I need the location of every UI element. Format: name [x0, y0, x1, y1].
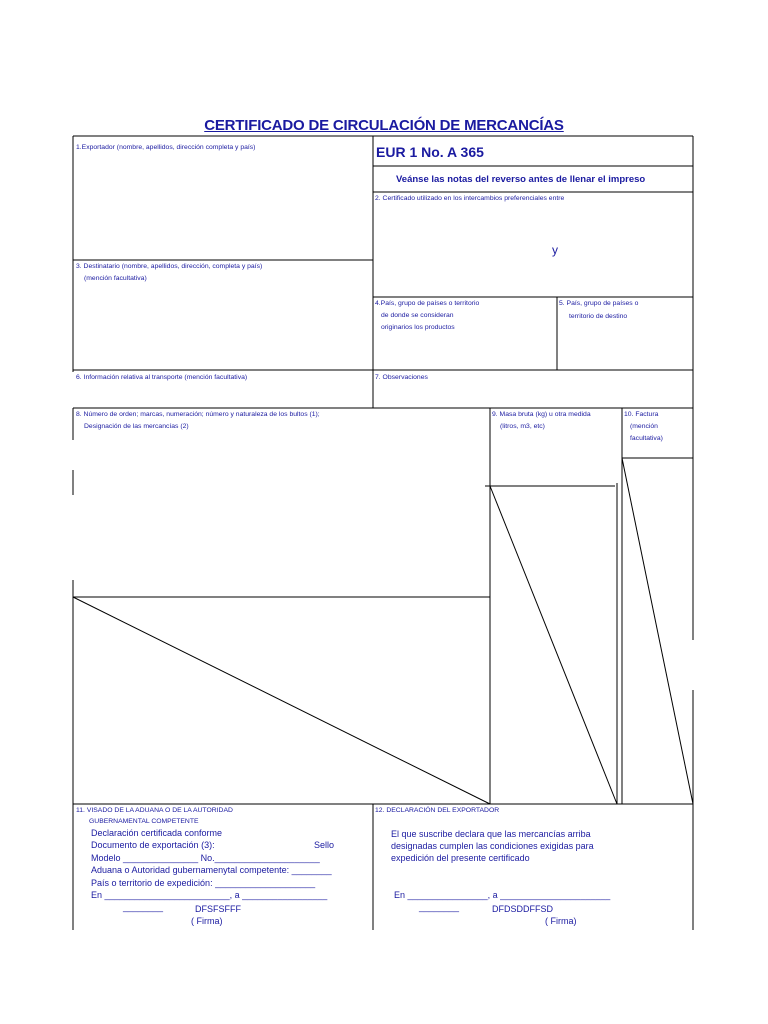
- box2-label: 2. Certificado utilizado en los intercambios preferenciales entre: [375, 195, 565, 202]
- box12-text-3: expedición del presente certificado: [391, 853, 530, 863]
- box7-label: 7. Observaciones: [375, 374, 428, 381]
- box11-declaration: Declaración certificada conforme: [91, 828, 223, 838]
- box2-connector: y: [552, 243, 558, 257]
- box12-text-2: designadas cumplen las condiciones exigidas para: [391, 841, 594, 851]
- box11-customs: Aduana o Autoridad gubernamenytal competente: ________: [91, 865, 332, 875]
- box11-seal: Sello: [314, 840, 335, 850]
- box4-label-3: originarios los productos: [381, 324, 455, 331]
- box10-label-3: facultativa): [630, 435, 663, 442]
- box9-label-2: (litros, m3, etc): [500, 423, 545, 430]
- box3-sublabel: (mención facultativa): [84, 275, 147, 282]
- box1-label: 1.Exportador (nombre, apellidos, dirección completa y país): [76, 144, 256, 151]
- box11-signature-dash: ________: [123, 902, 164, 912]
- box11-label: 11. VISADO DE LA ADUANA O DE LA AUTORIDAD: [76, 807, 233, 814]
- box11-label-2: GUBERNAMENTAL COMPETENTE: [89, 818, 199, 825]
- box11-signature: ( Firma): [191, 916, 223, 926]
- box10-label-2: (mención: [630, 423, 658, 430]
- box9-label: 9. Masa bruta (kg) u otra medida: [492, 411, 591, 418]
- box12-signature-dash: ________: [419, 902, 460, 912]
- box4-label: 4.País, grupo de países o territorio: [375, 300, 480, 307]
- box12-place-date: En ________________, a ______________________: [394, 890, 611, 900]
- box8-label-2: Designación de las mercancías (2): [84, 423, 189, 430]
- box12-signature: ( Firma): [545, 916, 577, 926]
- box8-label: 8. Número de orden; marcas, numeración; número y naturaleza de los bultos (1);: [76, 411, 320, 418]
- box12-label: 12. DECLARACIÓN DEL EXPORTADOR: [375, 807, 500, 814]
- box5-label-2: territorio de destino: [569, 313, 628, 320]
- box12-code: DFDSDDFFSD: [492, 904, 553, 914]
- box11-code: DFSFSFFF: [195, 904, 241, 914]
- box4-label-2: de donde se consideran: [381, 312, 454, 319]
- box5-label: 5. País, grupo de países o: [559, 300, 639, 307]
- box10-label: 10. Factura: [624, 411, 659, 418]
- box12-text-1: El que suscribe declara que las mercancías arriba: [391, 829, 591, 839]
- box3-label: 3. Destinatario (nombre, apellidos, dirección, completa y país): [76, 263, 263, 270]
- box11-export-doc: Documento de exportación (3):: [91, 840, 215, 850]
- box11-model: Modelo _______________ No._____________________: [91, 853, 320, 863]
- box11-place-date: En _________________________, a _________________: [91, 890, 328, 900]
- reverse-notes: Veánse las notas del reverso antes de llenar el impreso: [396, 174, 646, 185]
- eur-number: EUR 1 No. A 365: [376, 144, 484, 160]
- box11-country: País o territorio de expedición: ____________________: [91, 878, 316, 888]
- box6-label: 6. Información relativa al transporte (mención facultativa): [76, 374, 248, 381]
- document-title: CERTIFICADO DE CIRCULACIÓN DE MERCANCÍAS: [204, 117, 564, 134]
